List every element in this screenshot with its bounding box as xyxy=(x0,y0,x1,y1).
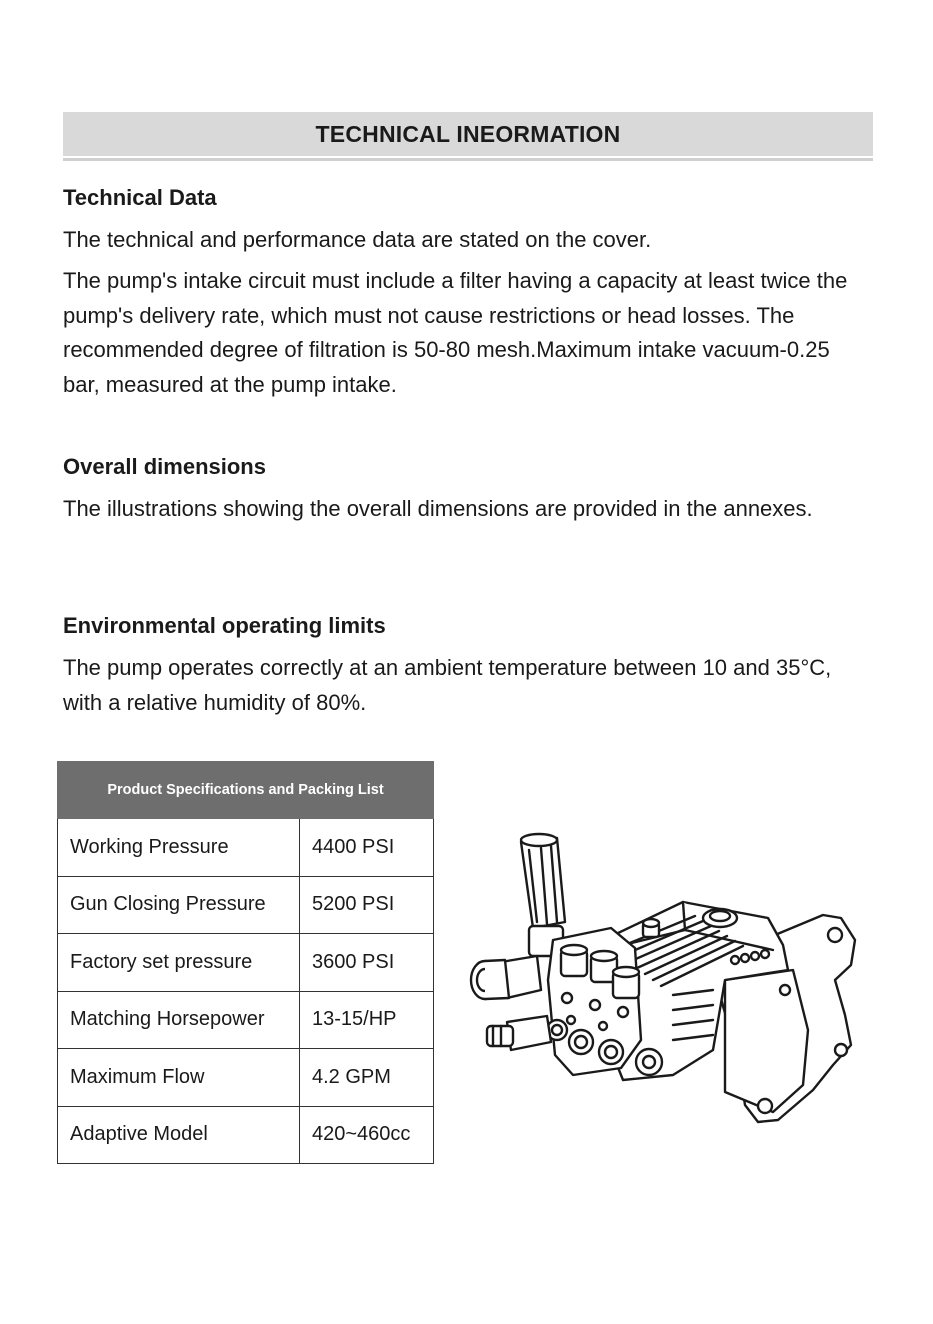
spec-label: Working Pressure xyxy=(58,819,300,877)
heading-environmental-limits: Environmental operating limits xyxy=(63,613,386,638)
spec-label: Factory set pressure xyxy=(58,934,300,992)
spec-label: Maximum Flow xyxy=(58,1049,300,1107)
heading-technical-data: Technical Data xyxy=(63,185,217,210)
spec-table xyxy=(57,761,434,1164)
table-row xyxy=(58,991,434,1049)
spec-value: 5200 PSI xyxy=(300,876,434,934)
spec-table-title: Product Specifications and Packing List xyxy=(58,762,434,819)
table-row xyxy=(58,1049,434,1107)
paragraph-technical-data-2: The pump's intake circuit must include a filter having a capacity at least twice the pump's delivery rate, which must not cause restrictions or head losses. The recommended degree of filtration is 50-80 mesh.Maximum intake vacuum-0.25 bar, measured at the pump intake. xyxy=(63,268,848,397)
spec-label: Matching Horsepower xyxy=(58,991,300,1049)
table-row xyxy=(58,1106,434,1164)
banner-underline xyxy=(63,158,873,161)
paragraph-overall-dimensions: The illustrations showing the overall dimensions are provided in the annexes. xyxy=(63,496,813,521)
section-banner xyxy=(63,112,873,156)
spec-value: 4.2 GPM xyxy=(300,1049,434,1107)
paragraph-environmental-limits: The pump operates correctly at an ambient temperature between 10 and 35°C, with a relative humidity of 80%. xyxy=(63,655,832,715)
table-row xyxy=(58,934,434,992)
spec-value: 13-15/HP xyxy=(300,991,434,1049)
spec-table-header-row xyxy=(58,762,434,819)
pump-illustration xyxy=(463,830,868,1130)
spec-value: 3600 PSI xyxy=(300,934,434,992)
banner-title: TECHNICAL INEORMATION xyxy=(315,120,621,147)
spec-label: Adaptive Model xyxy=(58,1106,300,1164)
paragraph-technical-data-1: The technical and performance data are stated on the cover. xyxy=(63,227,652,252)
heading-overall-dimensions: Overall dimensions xyxy=(63,454,266,479)
spec-value: 420~460cc xyxy=(300,1106,434,1164)
spec-label: Gun Closing Pressure xyxy=(58,876,300,934)
table-row xyxy=(58,876,434,934)
table-row xyxy=(58,819,434,877)
spec-value: 4400 PSI xyxy=(300,819,434,877)
